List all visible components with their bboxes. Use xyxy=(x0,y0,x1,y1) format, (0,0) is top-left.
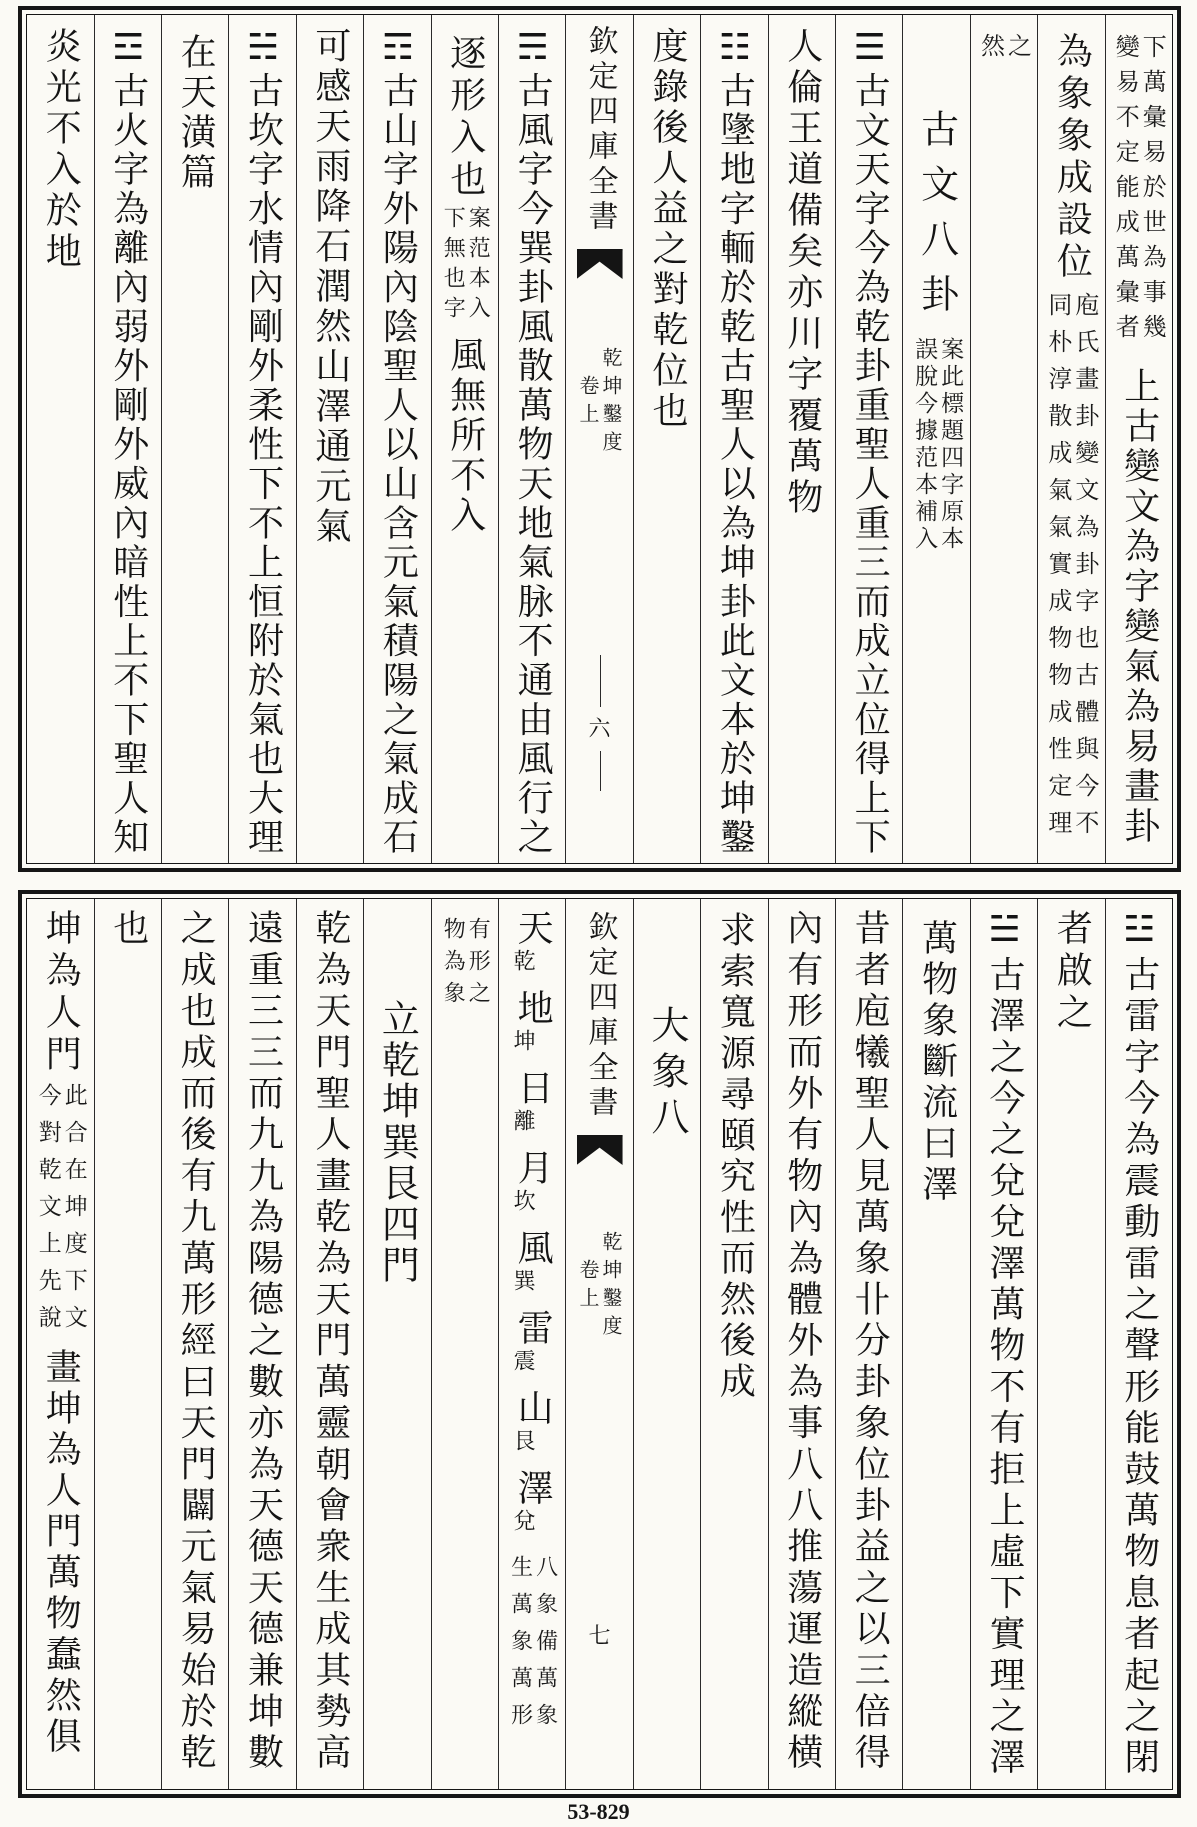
main-text: 昔者庖犧聖人見萬象卝分卦象位卦益之以三倍得 xyxy=(849,909,891,1775)
text-column xyxy=(228,15,295,863)
text-column xyxy=(1037,899,1104,1789)
volume-label: 卷上 xyxy=(576,375,601,431)
interlinear-note xyxy=(36,1083,85,1342)
note-right-line: 有形之 xyxy=(465,917,491,1013)
main-text: 坤為人門 xyxy=(40,909,82,1077)
image-char: 澤 xyxy=(512,1469,554,1509)
note-right-line: 案范本入 xyxy=(465,206,491,326)
text-column xyxy=(161,899,228,1789)
image-char: 地 xyxy=(512,989,554,1029)
series-title: 欽定四庫全書 xyxy=(582,911,618,1121)
note-left-line: 同朴淳散成氣氣實成物物成性定理 xyxy=(1043,292,1072,847)
trigram-char: 離 xyxy=(510,1109,536,1149)
text-column xyxy=(633,899,700,1789)
main-text: 逐形入也 xyxy=(444,34,486,202)
book-volume-label xyxy=(576,347,624,459)
volume-page-code: 53-829 xyxy=(567,1799,630,1824)
note-right-line: 八象備萬象 xyxy=(532,1555,558,1740)
lower-page xyxy=(18,890,1181,1798)
text-column xyxy=(633,15,700,863)
lower-page-frame xyxy=(26,898,1173,1790)
trigram-name-list xyxy=(510,909,554,1549)
main-text: 之成也成而後有九萬形經曰天門闢元氣易始於乾 xyxy=(175,909,217,1775)
upper-page xyxy=(18,6,1181,872)
main-text-continued: 畫坤為人門萬物蠢然俱 xyxy=(40,1348,82,1758)
note-right-line: 此合在坤度下文 xyxy=(60,1083,87,1342)
text-column xyxy=(970,899,1037,1789)
series-title: 欽定四庫全書 xyxy=(582,25,618,235)
image-char: 日 xyxy=(512,1069,554,1109)
book-title: 乾坤鑿度 xyxy=(599,1231,624,1343)
page-number: 六 xyxy=(588,717,611,742)
note-left-line: 誤脫今據范本補入 xyxy=(911,337,938,553)
text-column xyxy=(228,899,295,1789)
book-title: 乾坤鑿度 xyxy=(599,347,624,459)
text-column xyxy=(1037,15,1104,863)
text-column xyxy=(768,15,835,863)
main-text: ☴古風字今巽卦風散萬物天地氣脉不通由風行之 xyxy=(512,27,554,858)
trigram-char: 震 xyxy=(510,1349,536,1389)
main-text: 內有形而外有物內為體外為事八八推蕩運造縱横 xyxy=(781,909,823,1775)
note-left-line: 今對乾文上先說 xyxy=(34,1083,61,1342)
book-volume-label xyxy=(576,1231,624,1343)
note-left-line: 下無也字 xyxy=(440,206,466,326)
trigram-char: 坎 xyxy=(510,1189,536,1229)
note-right-line: 之 xyxy=(1003,33,1032,63)
image-char: 月 xyxy=(512,1149,554,1189)
image-char: 天 xyxy=(512,909,554,949)
text-column xyxy=(902,899,969,1789)
note-right-line: 案此標題四字原本 xyxy=(937,337,964,553)
image-char: 雷 xyxy=(512,1309,554,1349)
main-text: 者啟之 xyxy=(1051,909,1093,1035)
main-text: ☶古山字外陽內陰聖人以山含元氣積陽之氣成石 xyxy=(377,27,419,858)
main-text: ☱古澤之今之兌兌澤萬物不有拒上虛下實理之澤 xyxy=(983,909,1025,1780)
main-text: 萬物象斷流曰澤 xyxy=(916,919,958,1206)
text-column xyxy=(161,15,228,863)
main-text: 求索寬源尋頤究性而然後成 xyxy=(714,911,756,1403)
main-text: ☲古火字為離內弱外剛外威內暗性上不下聖人知 xyxy=(107,27,149,858)
text-column xyxy=(1105,15,1172,863)
fishtail-ornament-icon xyxy=(577,1135,623,1165)
fishtail-ornament-icon xyxy=(577,249,623,279)
interlinear-note xyxy=(976,33,1032,63)
note-left-line: 生萬象萬形 xyxy=(507,1555,533,1740)
text-column xyxy=(970,15,1037,863)
section-heading: 大象八 xyxy=(644,1005,689,1143)
upper-page-frame xyxy=(26,14,1173,864)
interlinear-note xyxy=(1043,292,1099,847)
text-column xyxy=(498,899,565,1789)
text-column xyxy=(700,15,767,863)
main-text-continued: 風無所不入 xyxy=(444,336,486,536)
main-text: 為象象成設位 xyxy=(1051,32,1093,284)
trigram-char: 乾 xyxy=(510,949,536,989)
main-text: ☵古坎字水情內剛外柔性下不上恒附於氣也大理 xyxy=(242,27,284,858)
text-column xyxy=(498,15,565,863)
text-column xyxy=(700,899,767,1789)
note-right-line: 庖氏畫卦變文為卦字也古體與今不 xyxy=(1070,292,1099,847)
text-column xyxy=(431,15,498,863)
main-text: ☳古雷字今為震動雷之聲形能鼓萬物息者起之閉 xyxy=(1118,909,1160,1780)
main-text: 人倫王道備矣亦川字覆萬物 xyxy=(781,27,823,519)
interlinear-note xyxy=(440,917,491,1013)
editorial-note xyxy=(911,337,964,553)
page-number: 七 xyxy=(588,1624,611,1649)
text-column xyxy=(902,15,969,863)
image-char: 風 xyxy=(512,1229,554,1269)
interlinear-note xyxy=(509,1555,556,1740)
text-column xyxy=(94,15,161,863)
text-column xyxy=(363,15,430,863)
main-text: 炎光不入於地 xyxy=(40,27,82,273)
note-right-line: 下萬彙易於世為事幾 xyxy=(1138,34,1167,349)
trigram-char: 兌 xyxy=(510,1509,536,1549)
main-text: 度錄後人益之對乾位也 xyxy=(646,27,688,432)
text-column xyxy=(296,899,363,1789)
rule-line xyxy=(600,655,601,707)
trigram-char: 巽 xyxy=(510,1269,536,1309)
trigram-char: 坤 xyxy=(510,1029,536,1069)
main-text: 在天潢篇 xyxy=(175,33,217,193)
text-column xyxy=(27,15,93,863)
main-text: 可感天雨降石潤然山澤通元氣 xyxy=(309,27,351,547)
interlinear-note xyxy=(1111,34,1167,349)
text-column xyxy=(296,15,363,863)
image-char: 山 xyxy=(512,1389,554,1429)
text-column xyxy=(363,899,430,1789)
center-margin-column xyxy=(565,15,632,863)
section-heading: 古文八卦 xyxy=(914,109,959,329)
text-column xyxy=(835,899,902,1789)
note-left-line: 變易不定能成萬彙者 xyxy=(1111,34,1140,349)
text-column xyxy=(94,899,161,1789)
note-left-line: 然 xyxy=(976,33,1005,63)
volume-label: 卷上 xyxy=(576,1259,601,1315)
editorial-note xyxy=(440,206,491,326)
center-margin-column xyxy=(565,899,632,1789)
main-text: ☷古墬地字輀於乾古聖人以為坤卦此文本於坤鑿 xyxy=(714,27,756,858)
trigram-char: 艮 xyxy=(510,1429,536,1469)
text-column xyxy=(768,899,835,1789)
main-text: 遠重三三而九九為陽德之數亦為天德天德兼坤數 xyxy=(242,909,284,1775)
main-text: ☰古文天字今為乾卦重聖人重三而成立位得上下 xyxy=(849,27,891,858)
note-left-line: 物為象 xyxy=(440,917,466,1013)
main-text: 也 xyxy=(107,909,149,951)
text-column xyxy=(27,899,93,1789)
text-column xyxy=(835,15,902,863)
main-text: 乾為天門聖人畫乾為天門萬靈朝會衆生成其勢高 xyxy=(309,909,351,1775)
section-heading: 立乾坤巽艮四門 xyxy=(375,999,420,1286)
text-column xyxy=(431,899,498,1789)
main-text: 上古變文為字變氣為易畫卦 xyxy=(1118,367,1160,847)
rule-line xyxy=(600,751,601,791)
text-column xyxy=(1105,899,1172,1789)
